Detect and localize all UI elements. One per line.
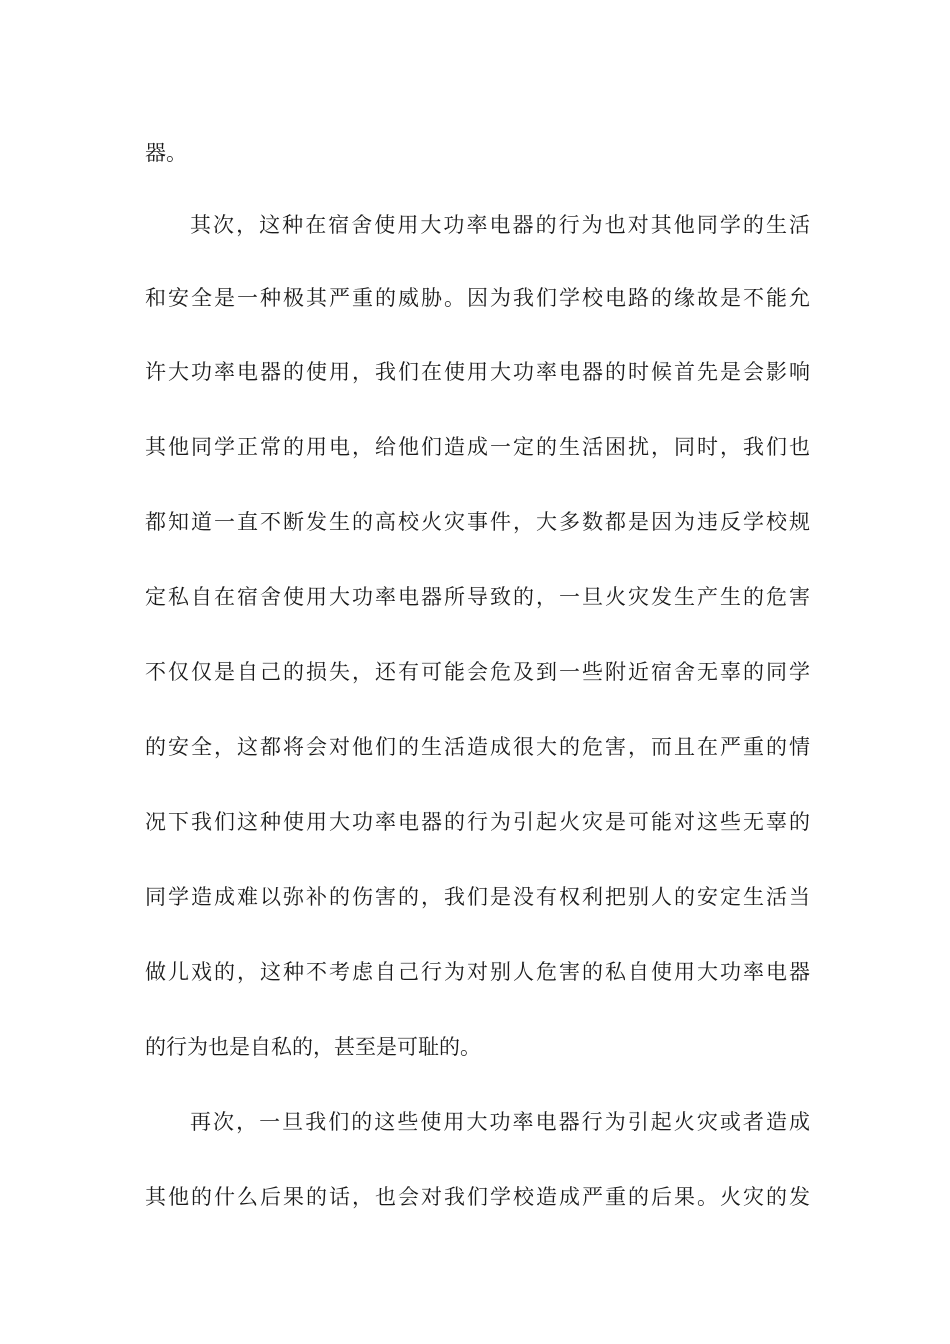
paragraph-start-line-2: 其次，这种在宿舍使用大功率电器的行为也对其他同学的生活 xyxy=(190,213,810,237)
text-line-5: 其他同学正常的用电，给他们造成一定的生活困扰，同时，我们也 xyxy=(145,435,810,459)
text-line-8: 不仅仅是自己的损失，还有可能会危及到一些附近宿舍无辜的同学 xyxy=(145,660,810,684)
text-line-6: 都知道一直不断发生的高校火灾事件，大多数都是因为违反学校规 xyxy=(145,510,810,534)
text-line-15: 其他的什么后果的话，也会对我们学校造成严重的后果。火灾的发 xyxy=(145,1185,810,1209)
text-line-11: 同学造成难以弥补的伤害的，我们是没有权利把别人的安定生活当 xyxy=(145,885,810,909)
text-line-9: 的安全，这都将会对他们的生活造成很大的危害，而且在严重的情 xyxy=(145,735,810,759)
text-line-13: 的行为也是自私的，甚至是可耻的。 xyxy=(145,1035,481,1059)
text-line-7: 定私自在宿舍使用大功率电器所导致的，一旦火灾发生产生的危害 xyxy=(145,585,810,609)
text-line-4: 许大功率电器的使用，我们在使用大功率电器的时候首先是会影响 xyxy=(145,360,810,384)
text-line-1: 器。 xyxy=(145,141,187,165)
text-line-3: 和安全是一种极其严重的威胁。因为我们学校电路的缘故是不能允 xyxy=(145,286,810,310)
paragraph-start-line-14: 再次，一旦我们的这些使用大功率电器行为引起火灾或者造成 xyxy=(190,1110,810,1134)
text-line-10: 况下我们这种使用大功率电器的行为引起火灾是可能对这些无辜的 xyxy=(145,810,810,834)
text-line-12: 做儿戏的，这种不考虑自己行为对别人危害的私自使用大功率电器 xyxy=(145,960,810,984)
